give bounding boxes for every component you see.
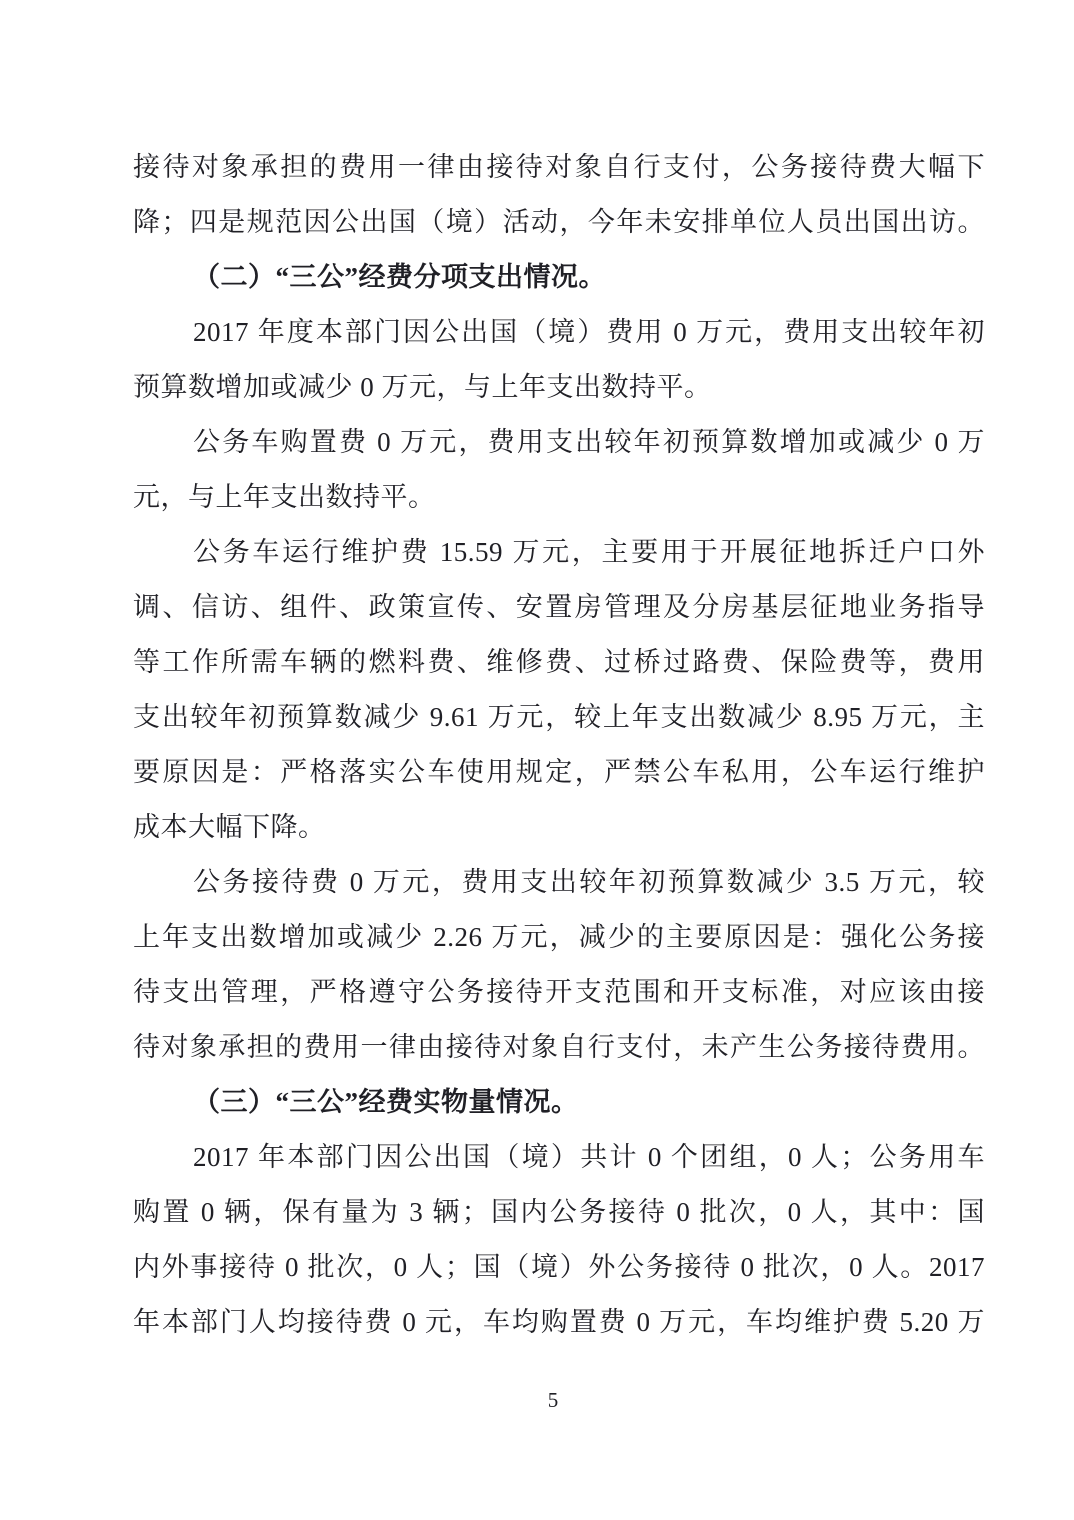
paragraph-line: 元，与上年支出数持平。 — [133, 482, 436, 512]
paragraph-line: 降；四是规范因公出国（境）活动，今年未安排单位人员出国出访。 — [133, 207, 985, 237]
paragraph-line: 接待对象承担的费用一律由接待对象自行支付，公务接待费大幅下 — [133, 152, 985, 182]
paragraph-line: 公务车购置费 0 万元，费用支出较年初预算数增加或减少 0 万 — [193, 427, 985, 457]
paragraph-line: 购置 0 辆，保有量为 3 辆；国内公务接待 0 批次，0 人，其中：国 — [133, 1197, 985, 1227]
paragraph-line: 待对象承担的费用一律由接待对象自行支付，未产生公务接待费用。 — [133, 1032, 985, 1062]
paragraph-line: 公务接待费 0 万元，费用支出较年初预算数减少 3.5 万元，较 — [193, 867, 985, 897]
page-number: 5 — [547, 1388, 559, 1412]
paragraph-line: 支出较年初预算数减少 9.61 万元，较上年支出数减少 8.95 万元，主 — [133, 702, 985, 732]
paragraph-line: 等工作所需车辆的燃料费、维修费、过桥过路费、保险费等，费用 — [133, 647, 985, 677]
paragraph-line: 内外事接待 0 批次，0 人；国（境）外公务接待 0 批次，0 人。2017 — [133, 1252, 985, 1282]
paragraph-line: 2017 年本部门因公出国（境）共计 0 个团组，0 人；公务用车 — [193, 1142, 985, 1172]
paragraph-line: 预算数增加或减少 0 万元，与上年支出数持平。 — [133, 372, 712, 402]
paragraph-line: 成本大幅下降。 — [133, 812, 326, 842]
paragraph-line: 要原因是：严格落实公车使用规定，严禁公车私用，公车运行维护 — [133, 757, 985, 787]
paragraph-line: 待支出管理，严格遵守公务接待开支范围和开支标准，对应该由接 — [133, 977, 985, 1007]
section-heading: （二）“三公”经费分项支出情况。 — [193, 262, 606, 292]
paragraph-line: 2017 年度本部门因公出国（境）费用 0 万元，费用支出较年初 — [193, 317, 985, 347]
section-heading: （三）“三公”经费实物量情况。 — [193, 1087, 579, 1117]
paragraph-line: 上年支出数增加或减少 2.26 万元，减少的主要原因是：强化公务接 — [133, 922, 985, 952]
paragraph-line: 调、信访、组件、政策宣传、安置房管理及分房基层征地业务指导 — [133, 592, 985, 622]
paragraph-line: 公务车运行维护费 15.59 万元，主要用于开展征地拆迁户口外 — [193, 537, 985, 567]
paragraph-line: 年本部门人均接待费 0 元，车均购置费 0 万元，车均维护费 5.20 万 — [133, 1307, 985, 1337]
document-body — [133, 140, 985, 1350]
